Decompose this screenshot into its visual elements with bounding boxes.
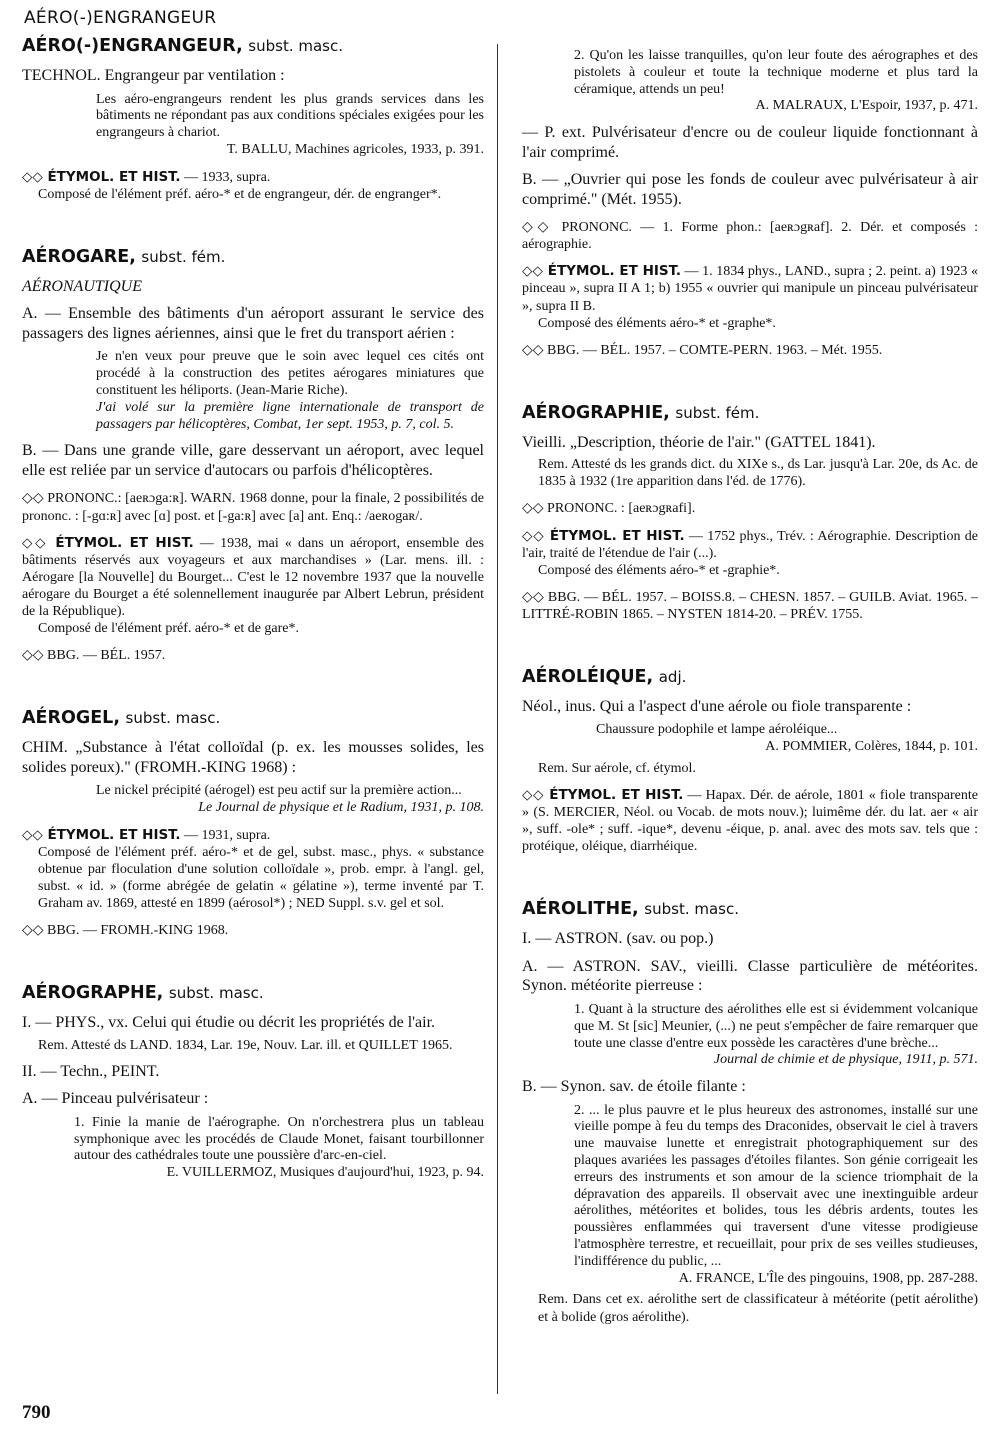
- quotation: Les aéro-engrangeurs rendent les plus grands services dans les bâtiments ne répondant pas aux conditions spéciales exigées pour les engrangeurs à chariot.: [96, 91, 484, 141]
- definition-b: B. — Dans une grande ville, gare desservant un aéroport, avec lequel elle est reliée par un service d'autocars ou parfois d'hélicoptères.: [22, 442, 484, 479]
- pronunciation: ◇◇ PRONONC. — 1. Forme phon.: [aeʀɔgʀaf]. 2. Dér. et composés : aérographie.: [522, 220, 978, 253]
- headword: AÉROGRAPHIE, subst. fém.: [522, 402, 760, 423]
- definition-ii: II. — Techn., PEINT.: [22, 1062, 160, 1080]
- entry-aeroengrangeur: [22, 36, 484, 203]
- domain-label: AÉRONAUTIQUE: [22, 277, 142, 295]
- etymology: ◇◇ ÉTYMOL. ET HIST. — 1931, supra. Composé de l'élément préf. aéro-* et de gel, subst. masc., phys. « substance obtenue par floculation d'une solution colloïdale », prob. empr. à l'angl. gel, subst. « id. » (forme abrégée de gelatin « gélatine »), terme inventé par T. Graham av. 1869, attesté en 1899 (aérosol*) ; NED Suppl. s.v. gel et sol.: [22, 826, 484, 912]
- entry-aerographie: [522, 403, 978, 623]
- page-number: 790: [22, 1402, 51, 1423]
- entry-aerolithe: [522, 899, 978, 1325]
- definition-i: I. — ASTRON. (sav. ou pop.): [522, 930, 714, 948]
- pronunciation: ◇◇ PRONONC.: [aeʀɔga:ʀ]. WARN. 1968 donne, pour la finale, 2 possibilités de prononc. : [-gɑ:ʀ] avec [ɑ] post. et [-ga:ʀ] avec [a] ant. Enq.: /aeʀogaʀ/.: [22, 491, 484, 524]
- entry-aeroleique: [522, 667, 978, 856]
- quotation-source: Le Journal de physique et le Radium, 1931, p. 108.: [198, 799, 484, 815]
- quotation: Le nickel précipité (aérogel) est peu actif sur la première action...: [96, 783, 462, 799]
- definition-ii-b: B. — „Ouvrier qui pose les fonds de couleur avec pulvérisateur à air comprimé." (Mét. 1955).: [522, 171, 978, 208]
- bibliography: ◇◇ BBG. — BÉL. 1957.: [22, 648, 166, 664]
- quotation-source: T. BALLU, Machines agricoles, 1933, p. 391.: [226, 141, 484, 157]
- etymology: ◇◇ ÉTYMOL. ET HIST. — Hapax. Dér. de aérole, 1801 « fiole transparente » (S. MERCIER, Néol. ou Vocab. de mots nouv.); luimême dér. du lat. aer « air », suff. -ole* ; suff. -ique*, devenu -éique, p. anal. avec des mots sav. tels que : protéique, oléique, diarrhéique.: [522, 787, 978, 855]
- quotation-source: J'ai volé sur la première ligne internationale de transport de passagers par hélicoptères, Combat, 1er sept. 1953, p. 7, col. 5.: [96, 399, 484, 432]
- headword: AÉRO(-)ENGRANGEUR, subst. masc.: [22, 36, 344, 56]
- headword: AÉROLITHE, subst. masc.: [522, 899, 739, 920]
- bibliography: ◇◇ BBG. — BÉL. 1957. – BOISS.8. – CHESN. 1857. – GUILB. Aviat. 1965. – LITTRÉ-ROBIN 1865. – NYSTEN 1814-20. – PRÉV. 1755.: [522, 589, 978, 622]
- column-divider: [497, 44, 498, 1394]
- entry-aerographe: [22, 983, 484, 1182]
- quotation: 1. Quant à la structure des aérolithes elle est si évidemment volcanique que M. St [sic] Meunier, (...) ne peut s'empêcher de faire remarquer que toute une classe d'entre eux possède les caractères d'une brèche...: [574, 1001, 978, 1051]
- definition-ii-a: A. — Pinceau pulvérisateur :: [22, 1090, 209, 1108]
- right-column: [522, 36, 978, 1326]
- etymology: ◇◇ ÉTYMOL. ET HIST. — 1938, mai « dans un aéroport, ensemble des bâtiments réservés aux voyageurs et aux marchandises » (Lar. mens. ill. : Aérogare [la Nouvelle] du Bourget... C'est le 12 novembre 1937 que la nouvelle aérogare du Bourget a été solennellement inaugurée par Albert Lebrun, président de la République). Composé de l'élément préf. aéro-* et de gare*.: [22, 534, 484, 636]
- quotation: 2. ... le plus pauvre et le plus heureux des astronomes, installé sur une vieille pompe à feu du temps des Draconides, observait le ciel à travers une mauvaise lunette et enregistrait photographiquement sur des plaques avariées les passages d'étoiles filantes. Son génie corrigeait les erreurs des instruments et son amour de la science triomphait de la dépravation des appareils. Il observait avec une inextinguible ardeur aérolithes, météorites et bolides, tous les débris ardents, toutes les poussières enflammées qui traversent d'une vitesse prodigieuse l'atmosphère terrestre, et recueillait, pour prix de ses veilles studieuses, l'indifférence du public, ...: [574, 1102, 978, 1269]
- quotation-source: A. FRANCE, L'Île des pingouins, 1908, pp. 287-288.: [678, 1270, 978, 1286]
- running-head: AÉRO(-)ENGRANGEUR: [24, 8, 217, 28]
- quotation: Chaussure podophile et lampe aéroléique...: [596, 722, 838, 738]
- definition-a: A. — ASTRON. SAV., vieilli. Classe particulière de météorites. Synon. météorite pierreuse :: [522, 957, 978, 995]
- headword: AÉROGARE, subst. fém.: [22, 246, 226, 267]
- headword: AÉROGRAPHE, subst. masc.: [22, 983, 264, 1004]
- definition-b: B. — Synon. sav. de étoile filante :: [522, 1078, 746, 1096]
- headword: AÉROLÉIQUE, adj.: [522, 666, 687, 687]
- remark: Rem. Attesté ds LAND. 1834, Lar. 19e, Nouv. Lar. ill. et QUILLET 1965.: [38, 1037, 453, 1053]
- entry-aerogel: [22, 708, 484, 939]
- pronunciation: ◇◇ PRONONC. : [aeʀɔgʀafi].: [522, 501, 696, 517]
- entry-aerographe-continued: [522, 48, 978, 359]
- quotation-source: E. VUILLERMOZ, Musiques d'aujourd'hui, 1923, p. 94.: [166, 1165, 484, 1181]
- definition: Vieilli. „Description, théorie de l'air." (GATTEL 1841).: [522, 433, 876, 451]
- left-column: [22, 36, 484, 1182]
- definition: TECHNOL. Engrangeur par ventilation :: [22, 67, 285, 84]
- quotation-source: Journal de chimie et de physique, 1911, p. 571.: [713, 1052, 978, 1068]
- quotation-source: A. MALRAUX, L'Espoir, 1937, p. 471.: [755, 98, 978, 114]
- remark: Rem. Dans cet ex. aérolithe sert de classificateur à météorite (petit aérolithe) et à bolide (gros aérolithe).: [538, 1292, 978, 1325]
- remark: Rem. Sur aérole, cf. étymol.: [538, 761, 696, 777]
- definition: CHIM. „Substance à l'état colloïdal (p. ex. les mousses solides, les solides poreux)." (FROMH.-KING 1968) :: [22, 739, 484, 776]
- quotation: 1. Finie la manie de l'aérographe. On n'orchestrera plus un tableau symphonique avec les procédés de Claude Monet, faisant tourbillonner autour des cathédrales toute une poussière d'arc-en-ciel.: [74, 1114, 484, 1164]
- etymology: ◇◇ ÉTYMOL. ET HIST. — 1752 phys., Trév. : Aérographie. Description de l'air, traité de l'étendue de l'air (...). Composé des éléments aéro-* et -graphie*.: [522, 527, 978, 578]
- definition: Néol., inus. Qui a l'aspect d'une aérole ou fiole transparente :: [522, 697, 912, 715]
- entry-aerogare: [22, 247, 484, 664]
- bibliography: ◇◇ BBG. — BÉL. 1957. – COMTE-PERN. 1963. – Mét. 1955.: [522, 342, 883, 358]
- headword: AÉROGEL, subst. masc.: [22, 708, 221, 729]
- quotation-source: A. POMMIER, Colères, 1844, p. 101.: [765, 739, 978, 755]
- bibliography: ◇◇ BBG. — FROMH.-KING 1968.: [22, 923, 229, 939]
- quotation: Je n'en veux pour preuve que le soin avec lequel ces cités ont procédé à la construction des petites aérogares miniatures que constituent les héliports. (Jean-Marie Riche).: [96, 349, 484, 398]
- remark: Rem. Attesté ds les grands dict. du XIXe s., ds Lar. jusqu'à Lar. 20e, ds Ac. de 1835 à 1932 (1re apparition dans l'éd. de 1776).: [538, 457, 978, 490]
- quotation: 2. Qu'on les laisse tranquilles, qu'on leur foute des aérographes et des pistolets à couleur et toute la technique moderne et plus tard la céramique, attends un peu!: [574, 48, 978, 97]
- definition-i: I. — PHYS., vx. Celui qui étudie ou décrit les propriétés de l'air.: [22, 1014, 436, 1032]
- extended-sense: — P. ext. Pulvérisateur d'encre ou de couleur liquide fonctionnant à l'air comprimé.: [522, 124, 978, 161]
- etymology: ◇◇ ÉTYMOL. ET HIST. — 1933, supra. Composé de l'élément préf. aéro-* et de engrangeur, dér. de engranger*.: [22, 168, 442, 202]
- definition-a: A. — Ensemble des bâtiments d'un aéroport assurant le service des passagers des lignes aériennes, ainsi que le fret du transport aérien :: [22, 305, 484, 342]
- etymology: ◇◇ ÉTYMOL. ET HIST. — 1. 1834 phys., LAND., supra ; 2. peint. a) 1923 « pinceau », supra II A 1; b) 1955 « ouvrier qui manipule un pinceau pulvérisateur », supra II B. Composé des éléments aéro-* et -graphe*.: [522, 263, 978, 331]
